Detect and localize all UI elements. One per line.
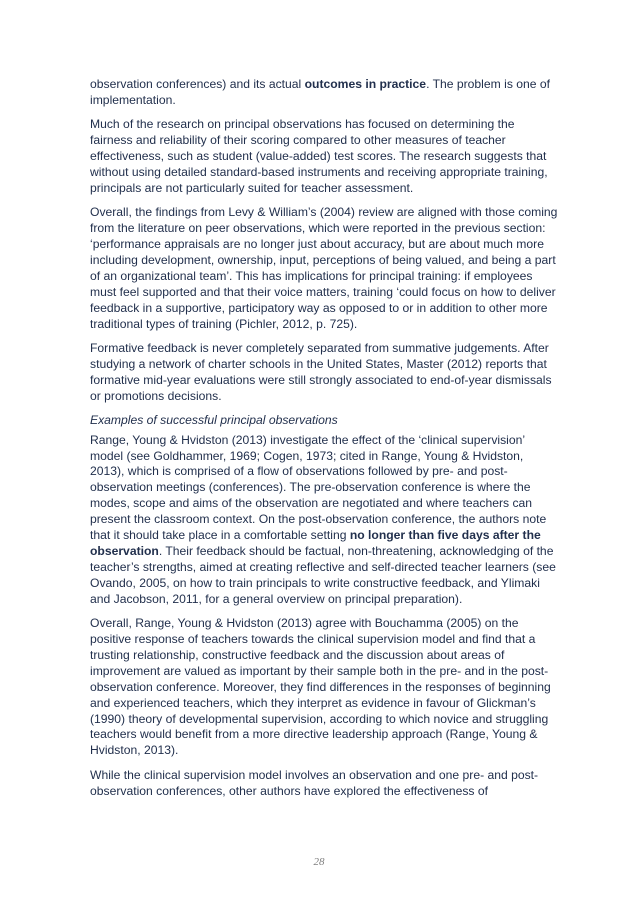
paragraph-text: . Their feedback should be factual, non-threatening, acknowledging of the teacher’s strengths, aimed at creating reflective and self-directed teacher learners (see Ovando, 2005, on how to train principals to write constructive feedback, and Ylimaki and Jacobson, 2011, for a general overview on principal preparation). [90, 543, 556, 606]
paragraph-1 [90, 77, 560, 109]
paragraph-text: Much of the research on principal observations has focused on determining the fairness and reliability of their scoring compared to other measures of teacher effectiveness, such as student (value-added) test scores. The research suggests that without using detailed standard-based instruments and receiving appropriate training, principals are not particularly suited for teacher assessment. [90, 117, 548, 195]
paragraph-text: Formative feedback is never completely separated from summative judgements. After studying a network of charter schools in the United States, Master (2012) reports that formative mid-year evaluations were still strongly associated to end-of-year dismissals or promotions decisions. [90, 341, 552, 403]
paragraph-2 [90, 117, 560, 197]
paragraph-text: Overall, Range, Young & Hvidston (2013) agree with Bouchamma (2005) on the positive response of teachers towards the clinical supervision model and find that a trusting relationship, constructive feedback and the discussion about areas of improvement are valued as important by their sample both in the pre- and in the post-observation conference. Moreover, they find differences in the responses of beginning and experienced teachers, which they interpret as evidence in favour of Glickman’s (1990) theory of developmental supervision, according to which novice and struggling teachers would benefit from a more directive leadership approach (Range, Young & Hvidston, 2013). [90, 616, 551, 758]
paragraph-3 [90, 205, 560, 332]
paragraph-text: observation conferences) and its actual [90, 77, 305, 91]
paragraph-6 [90, 616, 560, 759]
page-number: 28 [313, 856, 325, 868]
document-body [90, 77, 560, 808]
paragraph-7 [90, 768, 560, 800]
paragraph-text: Overall, the findings from Levy & William’s (2004) review are aligned with those coming from the literature on peer observations, which were reported in the previous section: ‘performance appraisals are no longer just about accuracy, but are about much more including development, ownership, input, perceptions of being valued, and being a part of an organizational team’. This has implications for principal training: if employees must feel supported and that their voice matters, training ‘could focus on how to deliver feedback in a supportive, participatory way as opposed to or in addition to other more traditional types of training (Pichler, 2012, p. 725). [90, 205, 558, 331]
section-heading: Examples of successful principal observations [90, 413, 338, 428]
paragraph-text: . The problem is one of implementation. [90, 77, 551, 107]
paragraph-text: Range, Young & Hvidston (2013) investigate the effect of the ‘clinical supervision’ model (see Goldhammer, 1969; Cogen, 1973; cited in Range, Young & Hvidston, 2013), which is comprised of a flow of observations followed by pre- and post-observation meetings (conferences). The pre-observation conference is where the modes, scope and aims of the observation are negotiated and where teachers can present the classroom context. On the post-observation conference, the authors note that it should take place in a comfortable setting [90, 432, 547, 543]
paragraph-4 [90, 341, 560, 405]
emphasis-text: no longer than five days after the observation [90, 528, 541, 558]
emphasis-text: outcomes in practice [304, 77, 427, 91]
paragraph-5 [90, 433, 560, 608]
paragraph-text: While the clinical supervision model involves an observation and one pre- and post-observation conferences, other authors have explored the effectiveness of [90, 767, 539, 798]
